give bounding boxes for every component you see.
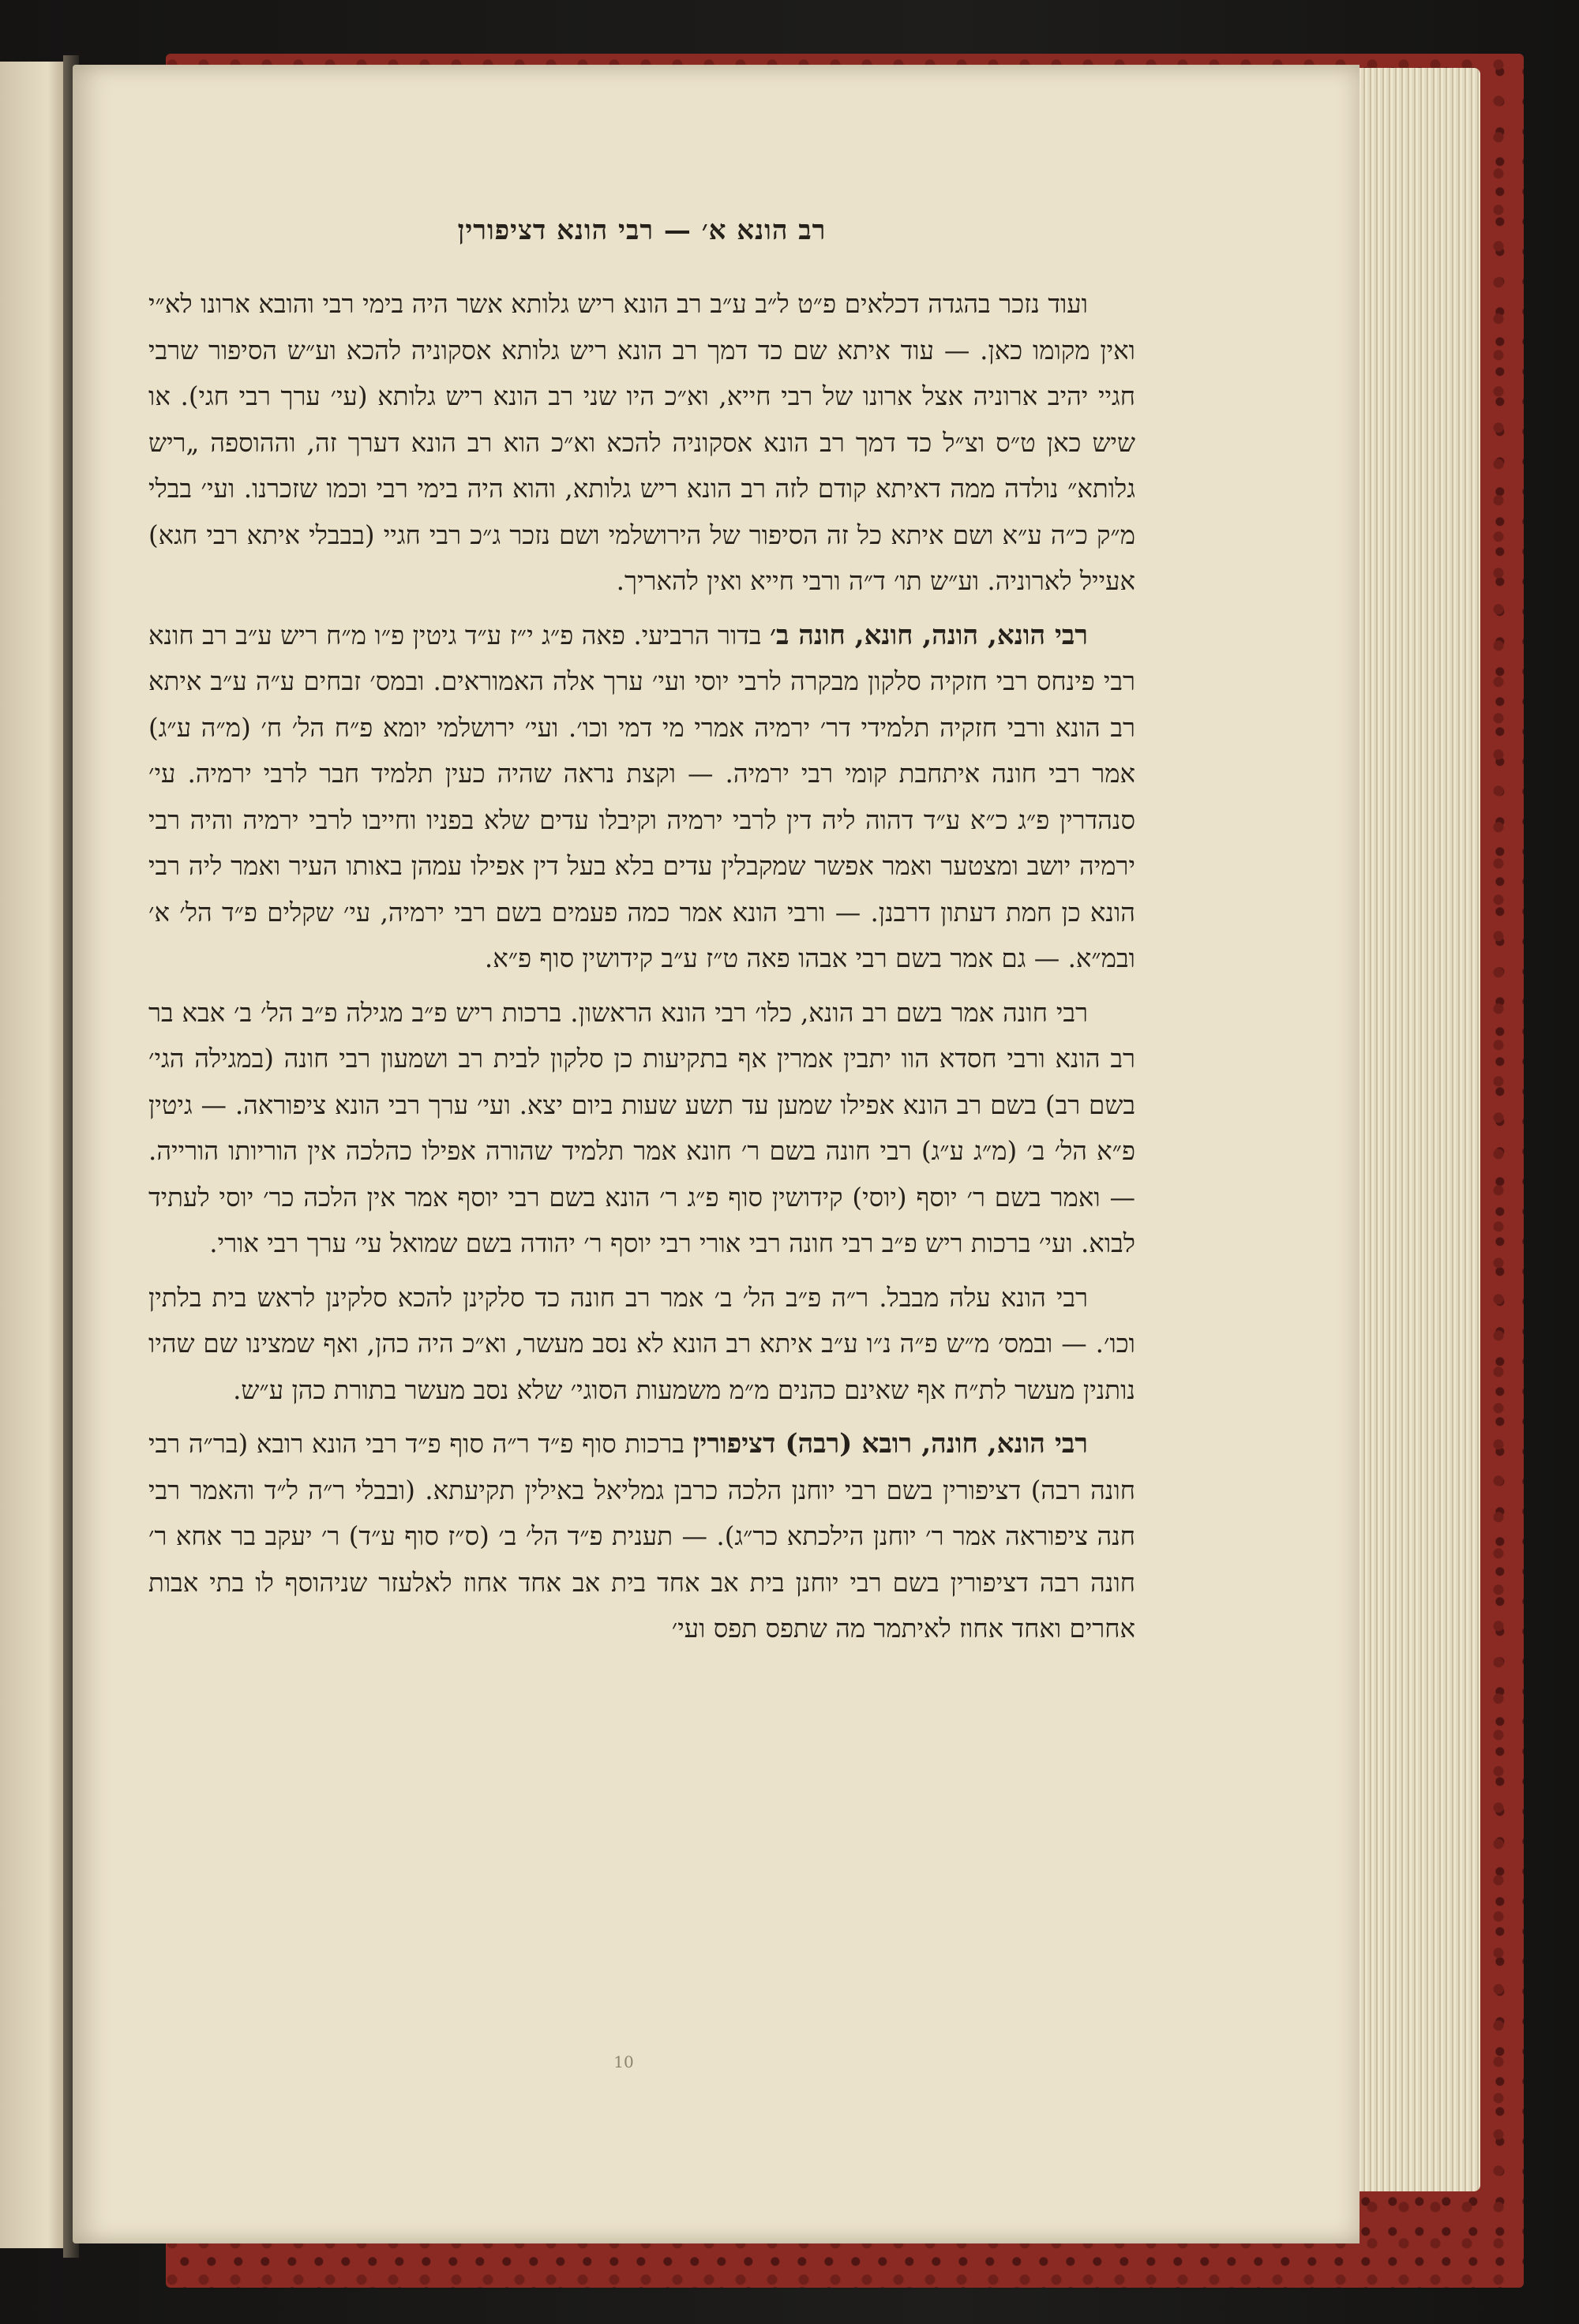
paragraph-4: [148, 1275, 1135, 1414]
facing-page-edge: [0, 62, 68, 2248]
paragraph-5-text: ברכות סוף פ״ד ר״ה סוף פ״ד רבי הונא רובא (בר״ה רבי חונה רבה) דציפורין בשם רבי יוחנן הלכה כרבן גמליאל באילין תקיעתא. (ובבלי ר״ה ל״ד והאמר רבי חנה ציפוראה אמר ר׳ יוחנן הילכתא כר״ג). — תענית פ״ד הל׳ ב׳ (ס״ז סוף ע״ד) ר׳ יעקב בר אחא ר׳ חונה רבה דציפורין בשם רבי יוחנן בית אב אחד בית אב אחד אחוז לאלעזר שניהוסף לו בתי אבות אחרים ואחד אחוז לאיתמר מה שתפס תפס ועי׳: [148, 1429, 1135, 1644]
folio-number: 10: [613, 2052, 634, 2071]
running-head: רב הונא א׳ — רבי הונא דציפורין: [457, 215, 827, 246]
paragraph-3: [148, 990, 1135, 1267]
page-edges: [1342, 68, 1480, 2191]
paragraph-2: [148, 613, 1135, 982]
paragraph-1: [148, 281, 1135, 605]
paragraph-1-text: ועוד נזכר בהגדה דכלאים פ״ט ל״ב ע״ב רב הונא ריש גלותא אשר היה בימי רבי והובא ארונו לא״י ואין מקומו כאן. — עוד איתא שם כד דמך רב הונא ריש גלותא אסקוניה להכא וע״ש הסיפור שרבי חגיי יהיב ארוניה אצל ארונו של רבי חייא, וא״כ היו שני רב הונא ריש גלותא (עי׳ ערך רבי חגי). או שיש כאן ט״ס וצ״ל כד דמך רב הונא אסקוניה להכא וא״כ הוא רב הונא דערך זה, וההוספה „ריש גלותא״ נולדה ממה דאיתא קודם לזה רב הונא ריש גלותא, והוא היה בימי רבי וכמו שזכרנו. ועי׳ בבלי מ״ק כ״ה ע״א ושם איתא כל זה הסיפור של הירושלמי ושם נזכר ג״כ רבי חגיי (בבבלי איתא רבי חגא) אעייל לארוניה. וע״ש תו׳ ד״ה ורבי חייא ואין להאריך.: [148, 289, 1135, 596]
paragraph-4-text: רבי הונא עלה מבבל. ר״ה פ״ב הל׳ ב׳ אמר רב חונה כד סלקינן להכא סלקינן לראש בית בלתין וכו׳. — ובמס׳ מ״ש פ״ה נ״ו ע״ב איתא רב הונא לא נסב מעשר, וא״כ היה כהן, ואף שמצינו שם שהיו נותנין מעשר לת״ח אף שאינם כהנים מ״מ משמעות הסוגי׳ שלא נסב מעשר בתורת כהן ע״ש.: [148, 1282, 1135, 1405]
paragraph-5-lemma: רבי הונא, חונה, רובא (רבה) דציפורין: [692, 1428, 1088, 1460]
paragraph-2-text: בדור הרביעי. פאה פ״ג י״ז ע״ד גיטין פ״ו מ״ח ריש ע״ב רב חונא רבי פינחס רבי חזקיה סלקון מבקרה לרבי יוסי ועי׳ ערך אלה האמוראים. ובמס׳ זבחים ע״ה ע״ב איתא רב הונא ורבי חזקיה תלמידי דר׳ ירמיה אמרי מי דמי וכו׳. ועי׳ ירושלמי יומא פ״ח הל׳ ח׳ (מ״ה ע״ג) אמר רבי חונה איתחבת קומי רבי ירמיה. — וקצת נראה שהיה כעין תלמיד חבר לרבי ירמיה. עי׳ סנהדרין פ״ג כ״א ע״ד דהוה ליה דין לרבי ירמיה וקיבלו עדים שלא בפניו וחייבו לרבי ירמיה והיה רבי ירמיה יושב ומצטער ואמר אפשר שמקבלין עדים בלא בעל דין אפילו עמהן באותו העיר ואמר ליה רבי הונא כן חמת דעתון דרבנן. — ורבי הונא אמר כמה פעמים בשם רבי ירמיה, עי׳ שקלים פ״ד הל׳ א׳ ובמ״א. — גם אמר בשם רבי אבהו פאה ט״ז ע״ב קידושין סוף פ״א.: [148, 620, 1135, 973]
page-text: [148, 212, 1135, 2051]
paragraph-5: [148, 1421, 1135, 1652]
paragraph-3-text: רבי חונה אמר בשם רב הונא, כלו׳ רבי הונא הראשון. ברכות ריש פ״ב מגילה פ״ב הל׳ ב׳ אבא בר רב הונא ורבי חסדא הוו יתבין אמרין אף בתקיעות כן סלקון לבית רב ושמעון רבי חונה (במגילה הגי׳ בשם רב) בשם רב הונא אפילו שמען עד תשע שעות ביום יצא. ועי׳ ערך רבי הונא ציפוראה. — גיטין פ״א הל׳ ב׳ (מ״ג ע״ג) רבי חונה בשם ר׳ חונא אמר תלמיד שהורה אפילו כהלכה אין הוריותו הורייה. — ואמר בשם ר׳ יוסף (יוסי) קידושין סוף פ״ג ר׳ הונא בשם רבי יוסף אמר אין הלכה כר׳ יוסי לעתיד לבוא. ועי׳ ברכות ריש פ״ב רבי חונה רבי אורי רבי יוסף ר׳ יהודה בשם שמואל עי׳ ערך רבי אורי.: [148, 997, 1135, 1258]
paragraph-2-lemma: רבי הונא, הונה, חונא, חונה ב׳: [770, 619, 1089, 651]
